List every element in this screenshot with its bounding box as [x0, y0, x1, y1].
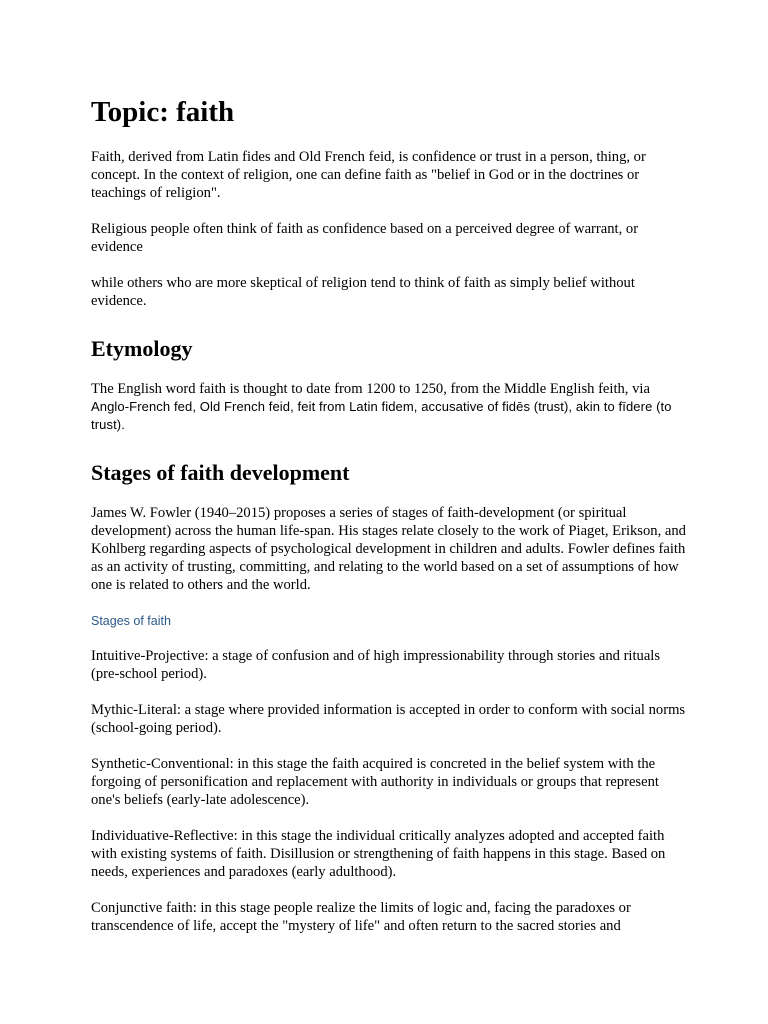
intro-paragraph-2: Religious people often think of faith as confidence based on a perceived degree of warrant, or evidence [91, 221, 639, 255]
document-title: Topic: faith [91, 96, 235, 128]
stage-item: Individuative-Reflective: in this stage the individual critically analyzes adopted and accepted faith with existing systems of faith. Disillusion or strengthening of faith happens in this stage. Based on needs, experiences and paradoxes (early adulthood). [91, 828, 666, 880]
stage-item: Intuitive-Projective: a stage of confusion and of high impressionability through stories and rituals (pre-school period). [91, 648, 661, 682]
etymology-text-end: Anglo-French fed, Old French feid, feit from Latin fidem, accusative of fidēs (trust), akin to fīdere (to trust). [91, 399, 672, 432]
etymology-heading: Etymology [91, 336, 193, 361]
stages-heading: Stages of faith development [91, 460, 350, 485]
stages-intro-paragraph: James W. Fowler (1940–2015) proposes a series of stages of faith-development (or spiritual development) across the human life-span. His stages relate closely to the work of Piaget, Erikson, and Kohlberg regarding aspects of psychological development in children and adults. Fowler defines faith as an activity of trusting, committing, and relating to the world based on a set of assumptions of how one is related to others and the world. [91, 505, 686, 593]
etymology-paragraph [91, 380, 691, 434]
stage-item: Mythic-Literal: a stage where provided information is accepted in order to conform with social norms (school-going period). [91, 702, 686, 736]
stage-item: Synthetic-Conventional: in this stage the faith acquired is concreted in the belief system with the forgoing of personification and replacement with authority in individuals or groups that represent one's beliefs (early-late adolescence). [91, 756, 659, 808]
intro-paragraph-1: Faith, derived from Latin fides and Old French feid, is confidence or trust in a person, thing, or concept. In the context of religion, one can define faith as "belief in God or in the doctrines or teachings of religion". [91, 149, 646, 201]
stage-item: Conjunctive faith: in this stage people realize the limits of logic and, facing the paradoxes or transcendence of life, accept the "mystery of life" and often return to the sacred stories and [91, 900, 631, 934]
stages-of-faith-subheading: Stages of faith [91, 614, 171, 628]
document-page [91, 93, 691, 935]
etymology-text-start: The English word faith is thought to date from 1200 to 1250, from the Middle English feith, via [91, 381, 650, 397]
intro-paragraph-3: while others who are more skeptical of religion tend to think of faith as simply belief without evidence. [91, 275, 635, 309]
